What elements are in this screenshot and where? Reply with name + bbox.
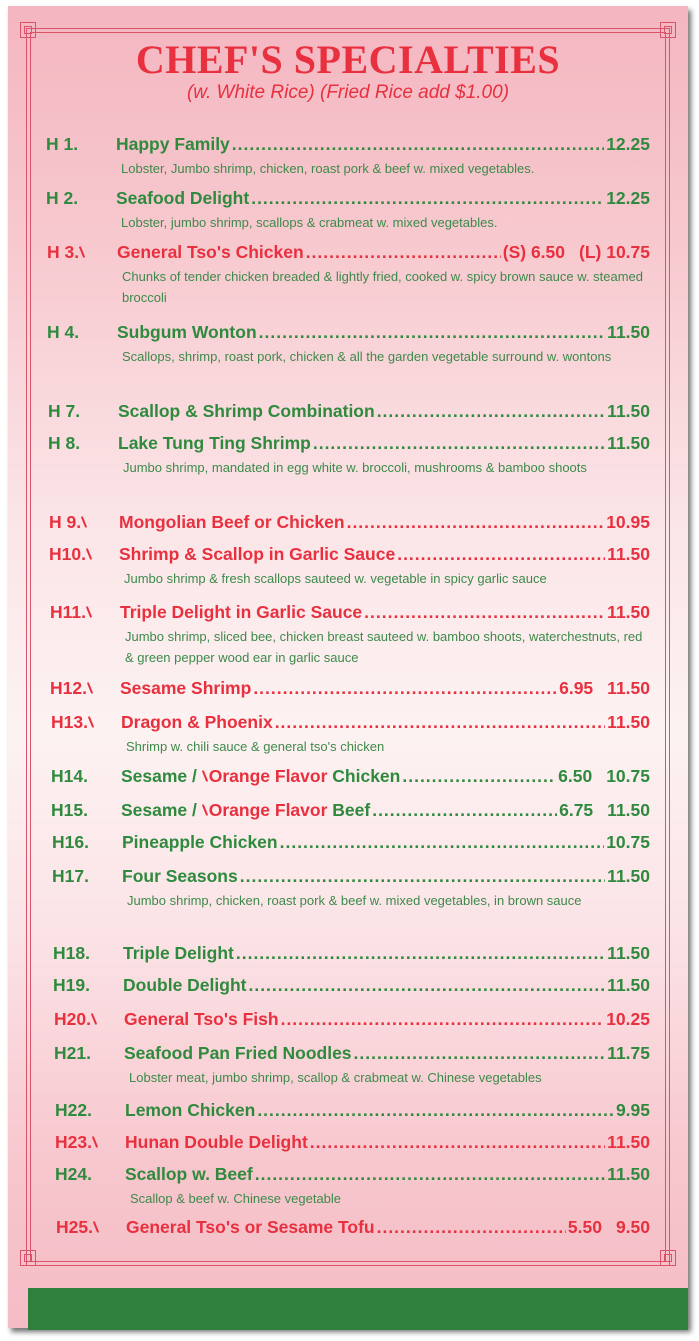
menu-item bbox=[17, 1100, 688, 1124]
leader-dots bbox=[347, 512, 605, 533]
item-description: Jumbo shrimp & fresh scallops sauteed w. vegetable in spicy garlic sauce bbox=[124, 571, 547, 586]
menu-item bbox=[11, 544, 688, 589]
item-price bbox=[607, 322, 688, 343]
menu-item-row bbox=[10, 433, 688, 457]
item-name: Hunan Double Delight bbox=[125, 1132, 308, 1152]
price-large: 11.50 bbox=[607, 800, 650, 820]
item-name-part: Sesame / bbox=[121, 766, 202, 786]
menu-item bbox=[16, 1043, 688, 1088]
leader-dots bbox=[313, 433, 605, 454]
item-name: Lake Tung Ting Shrimp bbox=[118, 433, 311, 453]
page-title: CHEF'S SPECIALTIES bbox=[135, 37, 561, 82]
item-description: Lobster meat, jumbo shrimp, scallop & crabmeat w. Chinese vegetables bbox=[129, 1070, 542, 1085]
leader-dots bbox=[310, 1132, 605, 1153]
item-code: H11. bbox=[12, 602, 120, 623]
price-large: 12.25 bbox=[606, 134, 650, 154]
item-description: Shrimp w. chili sauce & general tso's chicken bbox=[126, 739, 385, 754]
price-large: 11.50 bbox=[607, 433, 650, 453]
menu-item-row bbox=[11, 544, 688, 568]
menu-item-row bbox=[9, 322, 688, 346]
chili-pepper-icon bbox=[92, 1013, 98, 1025]
item-code: H14. bbox=[51, 766, 88, 786]
item-price bbox=[606, 1009, 688, 1030]
price-large: 11.50 bbox=[607, 322, 650, 342]
menu-item bbox=[13, 712, 688, 757]
menu-item bbox=[13, 800, 688, 824]
leader-dots bbox=[281, 1009, 605, 1030]
item-price bbox=[607, 866, 688, 887]
item-code: H 9. bbox=[11, 512, 119, 533]
item-price bbox=[607, 1043, 688, 1064]
menu-item-row bbox=[8, 188, 688, 212]
item-name: General Tso's or Sesame Tofu bbox=[126, 1217, 375, 1237]
item-code: H16. bbox=[52, 832, 89, 852]
menu-item-row bbox=[9, 242, 688, 266]
item-name: Double Delight bbox=[123, 975, 247, 995]
item-code: H25. bbox=[18, 1217, 126, 1238]
item-name: Sesame Shrimp bbox=[120, 678, 252, 698]
price-large: 11.50 bbox=[607, 1132, 650, 1152]
item-description: Chunks of tender chicken breaded & lightly fried, cooked w. spicy brown sauce w. steamed broccoli bbox=[122, 269, 644, 305]
item-description: Jumbo shrimp, sliced bee, chicken breast sauteed w. bamboo shoots, waterchestnuts, red & green pepper wood ear in garlic sauce bbox=[125, 629, 643, 665]
menu-item-row bbox=[18, 1217, 688, 1241]
leader-dots bbox=[253, 678, 557, 699]
price-large: 11.50 bbox=[607, 602, 650, 622]
item-code: H13. bbox=[13, 712, 121, 733]
price-large: 9.95 bbox=[615, 1100, 650, 1120]
item-price bbox=[606, 512, 688, 533]
leader-dots bbox=[372, 800, 557, 821]
footer-band bbox=[28, 1288, 688, 1330]
item-name: Scallop & Shrimp Combination bbox=[118, 401, 375, 421]
item-name: Seafood Delight bbox=[116, 188, 250, 208]
menu-item-row bbox=[17, 1132, 688, 1156]
price-large: 11.50 bbox=[607, 401, 650, 421]
chili-pepper-icon bbox=[88, 682, 94, 694]
menu-item bbox=[11, 512, 688, 536]
item-code: H 3. bbox=[9, 242, 117, 263]
item-name: Triple Delight bbox=[123, 943, 234, 963]
item-code: H22. bbox=[55, 1100, 92, 1120]
leader-dots bbox=[257, 1100, 614, 1121]
item-price bbox=[607, 712, 688, 733]
item-price bbox=[607, 975, 688, 996]
price-large: 11.50 bbox=[607, 712, 650, 732]
item-name: General Tso's Chicken bbox=[117, 242, 304, 262]
item-description: Jumbo shrimp, mandated in egg white w. broccoli, mushrooms & bamboo shoots bbox=[123, 460, 587, 475]
menu-item-row bbox=[16, 1043, 688, 1067]
price-large: 11.50 bbox=[607, 678, 650, 698]
item-name: Pineapple Chicken bbox=[122, 832, 278, 852]
menu-item bbox=[12, 678, 688, 702]
menu-item-row bbox=[11, 512, 688, 536]
item-name bbox=[121, 800, 370, 821]
menu-item-row bbox=[12, 678, 688, 702]
chili-pepper-icon bbox=[80, 246, 86, 258]
item-code: H17. bbox=[52, 866, 89, 886]
item-price bbox=[607, 544, 688, 565]
menu-item-row bbox=[17, 1100, 688, 1124]
price-large: 11.75 bbox=[607, 1043, 650, 1063]
menu-item bbox=[17, 1132, 688, 1156]
leader-dots bbox=[306, 242, 501, 263]
menu-item bbox=[18, 1217, 688, 1241]
price-large: 12.25 bbox=[606, 188, 650, 208]
item-code: H15. bbox=[51, 800, 88, 820]
item-price bbox=[606, 832, 688, 853]
menu-item-row bbox=[14, 832, 688, 856]
item-description: Lobster, Jumbo shrimp, chicken, roast pork & beef w. mixed vegetables. bbox=[121, 161, 535, 176]
leader-dots bbox=[248, 975, 605, 996]
chili-pepper-icon bbox=[82, 516, 88, 528]
price-large: 10.75 bbox=[606, 766, 650, 786]
item-price bbox=[559, 678, 688, 699]
price-large: 11.50 bbox=[607, 1164, 650, 1184]
leader-dots bbox=[402, 766, 556, 787]
item-name: Lemon Chicken bbox=[125, 1100, 256, 1120]
item-name: Happy Family bbox=[116, 134, 230, 154]
item-code: H20. bbox=[16, 1009, 124, 1030]
menu-item-row bbox=[13, 800, 688, 824]
leader-dots bbox=[275, 712, 605, 733]
menu-item-row bbox=[12, 602, 688, 626]
chili-pepper-icon bbox=[94, 1221, 100, 1233]
item-code: H10. bbox=[11, 544, 119, 565]
item-code: H 1. bbox=[46, 134, 79, 154]
corner-ornament-icon bbox=[660, 1250, 676, 1266]
menu-item bbox=[13, 766, 688, 790]
item-description: Jumbo shrimp, chicken, roast pork & beef w. mixed vegetables, in brown sauce bbox=[127, 893, 582, 908]
price-large: 11.50 bbox=[607, 544, 650, 564]
item-code: H21. bbox=[54, 1043, 91, 1063]
item-name: Seafood Pan Fried Noodles bbox=[124, 1043, 352, 1063]
price-large: 11.50 bbox=[607, 943, 650, 963]
menu-item-row bbox=[8, 134, 688, 158]
item-code: H12. bbox=[12, 678, 120, 699]
leader-dots bbox=[354, 1043, 606, 1064]
leader-dots bbox=[397, 544, 605, 565]
item-name-part: Chicken bbox=[327, 766, 401, 786]
item-price bbox=[607, 433, 688, 454]
leader-dots bbox=[255, 1164, 605, 1185]
chili-pepper-icon bbox=[203, 804, 209, 816]
item-name-part: Orange Flavor bbox=[202, 766, 328, 786]
chili-pepper-icon bbox=[203, 770, 209, 782]
item-price bbox=[606, 188, 688, 209]
item-description: Scallop & beef w. Chinese vegetable bbox=[130, 1191, 342, 1206]
menu-item bbox=[17, 1164, 688, 1209]
price-small: (S) 6.50 bbox=[502, 242, 565, 262]
item-price bbox=[558, 766, 688, 787]
leader-dots bbox=[259, 322, 606, 343]
menu-item-row bbox=[17, 1164, 688, 1188]
price-large: 10.75 bbox=[606, 832, 650, 852]
leader-dots bbox=[377, 1217, 566, 1238]
item-code: H 7. bbox=[48, 401, 81, 421]
item-code: H23. bbox=[17, 1132, 125, 1153]
item-name: Dragon & Phoenix bbox=[121, 712, 273, 732]
leader-dots bbox=[240, 866, 605, 887]
price-large: 9.50 bbox=[615, 1217, 650, 1237]
item-description: Scallops, shrimp, roast pork, chicken & all the garden vegetable surround w. wontons bbox=[122, 349, 612, 364]
item-price bbox=[616, 1100, 688, 1121]
item-name: Subgum Wonton bbox=[117, 322, 257, 342]
item-price bbox=[607, 401, 688, 422]
menu-item-row bbox=[14, 866, 688, 890]
menu-item bbox=[14, 866, 688, 911]
price-small: 6.75 bbox=[559, 800, 594, 820]
menu-item bbox=[15, 975, 688, 999]
item-name: Scallop w. Beef bbox=[125, 1164, 253, 1184]
menu-item bbox=[9, 242, 688, 308]
leader-dots bbox=[364, 602, 605, 623]
menu-item bbox=[15, 943, 688, 967]
leader-dots bbox=[377, 401, 605, 422]
item-name: Four Seasons bbox=[122, 866, 238, 886]
leader-dots bbox=[280, 832, 605, 853]
item-name bbox=[121, 766, 400, 787]
chili-pepper-icon bbox=[87, 548, 93, 560]
price-large: 10.95 bbox=[606, 512, 650, 532]
item-name: Mongolian Beef or Chicken bbox=[119, 512, 345, 532]
price-small: 5.50 bbox=[567, 1217, 602, 1237]
item-price bbox=[607, 1132, 688, 1153]
leader-dots bbox=[236, 943, 605, 964]
menu-item-row bbox=[10, 401, 688, 425]
price-large: 11.50 bbox=[607, 866, 650, 886]
item-name-part: Sesame / bbox=[121, 800, 202, 820]
leader-dots bbox=[251, 188, 604, 209]
chili-pepper-icon bbox=[87, 606, 93, 618]
menu-item-row bbox=[13, 712, 688, 736]
item-name: Shrimp & Scallop in Garlic Sauce bbox=[119, 544, 396, 564]
menu-item-row bbox=[15, 943, 688, 967]
menu-item bbox=[14, 832, 688, 856]
item-code: H 4. bbox=[47, 322, 80, 342]
item-price bbox=[607, 602, 688, 623]
item-price bbox=[568, 1217, 688, 1238]
price-large: 11.50 bbox=[607, 975, 650, 995]
item-name: Triple Delight in Garlic Sauce bbox=[120, 602, 363, 622]
page-subtitle: (w. White Rice) (Fried Rice add $1.00) bbox=[186, 82, 510, 103]
item-name: General Tso's Fish bbox=[124, 1009, 279, 1029]
menu-item bbox=[12, 602, 688, 668]
item-name-part: Orange Flavor bbox=[202, 800, 328, 820]
menu-item-row bbox=[13, 766, 688, 790]
price-large: (L) 10.75 bbox=[579, 242, 650, 262]
price-small: 6.50 bbox=[558, 766, 593, 786]
item-name-part: Beef bbox=[327, 800, 371, 820]
menu-item-row bbox=[15, 975, 688, 999]
chili-pepper-icon bbox=[89, 716, 95, 728]
item-price bbox=[559, 800, 688, 821]
menu-item bbox=[9, 322, 688, 367]
menu-item bbox=[10, 433, 688, 478]
menu-page bbox=[8, 6, 688, 1328]
corner-ornament-icon bbox=[20, 1250, 36, 1266]
item-price bbox=[607, 943, 688, 964]
price-small: 6.95 bbox=[559, 678, 594, 698]
price-large: 10.25 bbox=[606, 1009, 650, 1029]
item-code: H19. bbox=[53, 975, 90, 995]
item-description: Lobster, jumbo shrimp, scallops & crabmeat w. mixed vegetables. bbox=[121, 215, 498, 230]
menu-item bbox=[16, 1009, 688, 1033]
menu-item-row bbox=[16, 1009, 688, 1033]
menu-item bbox=[8, 134, 688, 179]
item-code: H24. bbox=[55, 1164, 92, 1184]
item-price bbox=[607, 1164, 688, 1185]
menu-item bbox=[10, 401, 688, 425]
leader-dots bbox=[232, 134, 604, 155]
item-code: H 8. bbox=[48, 433, 81, 453]
item-price bbox=[503, 242, 688, 263]
chili-pepper-icon bbox=[93, 1136, 99, 1148]
item-code: H 2. bbox=[46, 188, 79, 208]
item-price bbox=[606, 134, 688, 155]
menu-item bbox=[8, 188, 688, 233]
item-code: H18. bbox=[53, 943, 90, 963]
